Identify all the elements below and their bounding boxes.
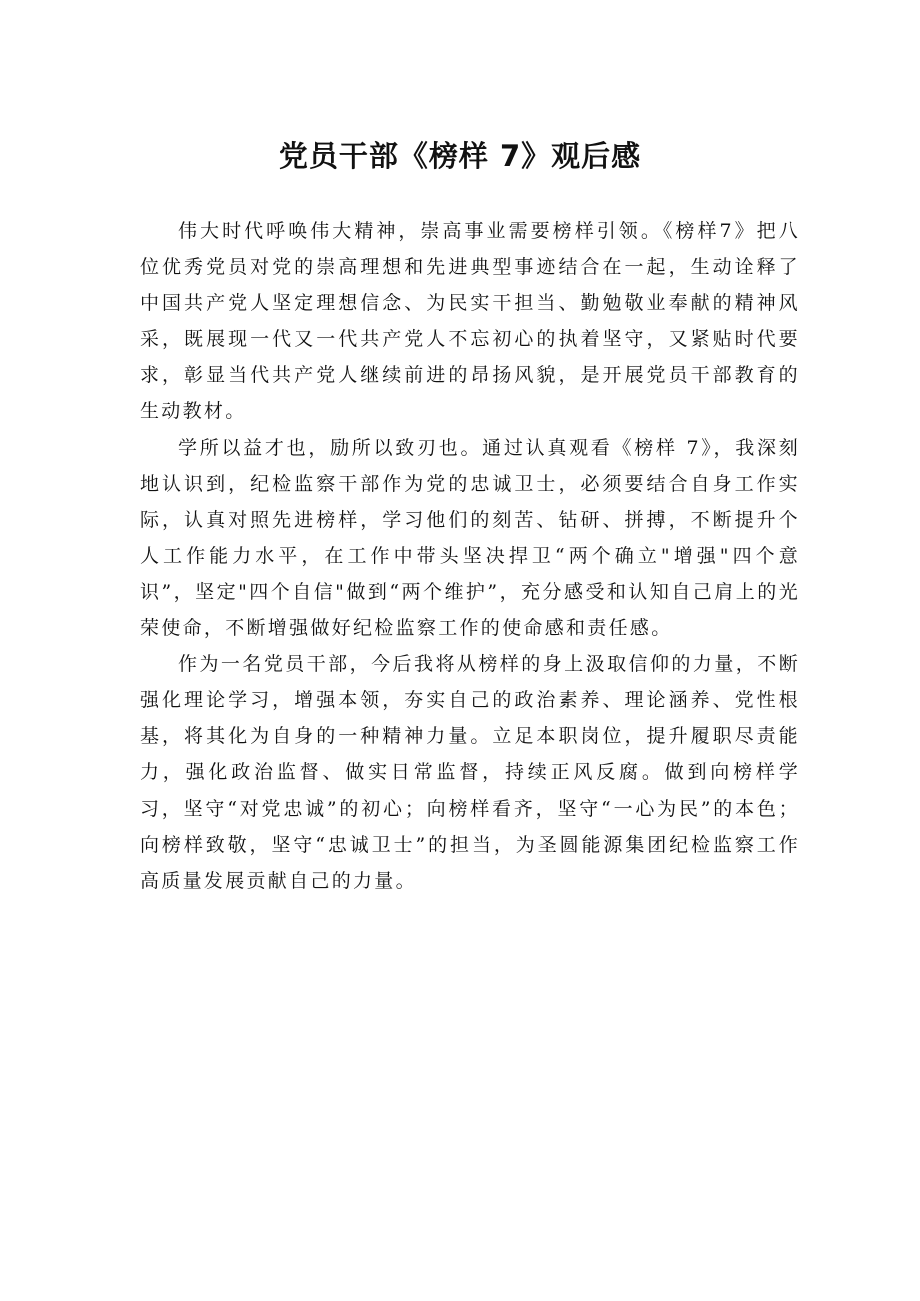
document-body [140,213,800,899]
paragraph-2: 学所以益才也，励所以致刃也。通过认真观看《榜样 7》，我深刻地认识到，纪检监察干部作为党的忠诚卫士，必须要结合自身工作实际，认真对照先进榜样，学习他们的刻苦、钻研、拼搏，不断提升个人工作能力水平，在工作中带头坚决捍卫“两个确立"增强"四个意识”，坚定"四个自信"做到“两个维护”，充分感受和认知自己肩上的光荣使命，不断增强做好纪检监察工作的使命感和责任感。 [140,436,800,640]
document-title: 党员干部《榜样 7》观后感 [278,139,642,173]
paragraph-3: 作为一名党员干部，今后我将从榜样的身上汲取信仰的力量，不断强化理论学习，增强本领，夯实自己的政治素养、理论涵养、党性根基，将其化为自身的一种精神力量。立足本职岗位，提升履职尽责能力，强化政治监督、做实日常监督，持续正风反腐。做到向榜样学习，坚守“对党忠诚”的初心；向榜样看齐，坚守“一心为民”的本色；向榜样致敬，坚守“忠诚卫士”的担当，为圣圆能源集团纪检监察工作高质量发展贡献自己的力量。 [140,653,800,892]
paragraph-1: 伟大时代呼唤伟大精神，崇高事业需要榜样引领。《榜样7》把八位优秀党员对党的崇高理想和先进典型事迹结合在一起，生动诠释了中国共产党人坚定理想信念、为民实干担当、勤勉敬业奉献的精神风采，既展现一代又一代共产党人不忘初心的执着坚守，又紧贴时代要求，彰显当代共产党人继续前进的昂扬风貌，是开展党员干部教育的生动教材。 [140,220,800,423]
